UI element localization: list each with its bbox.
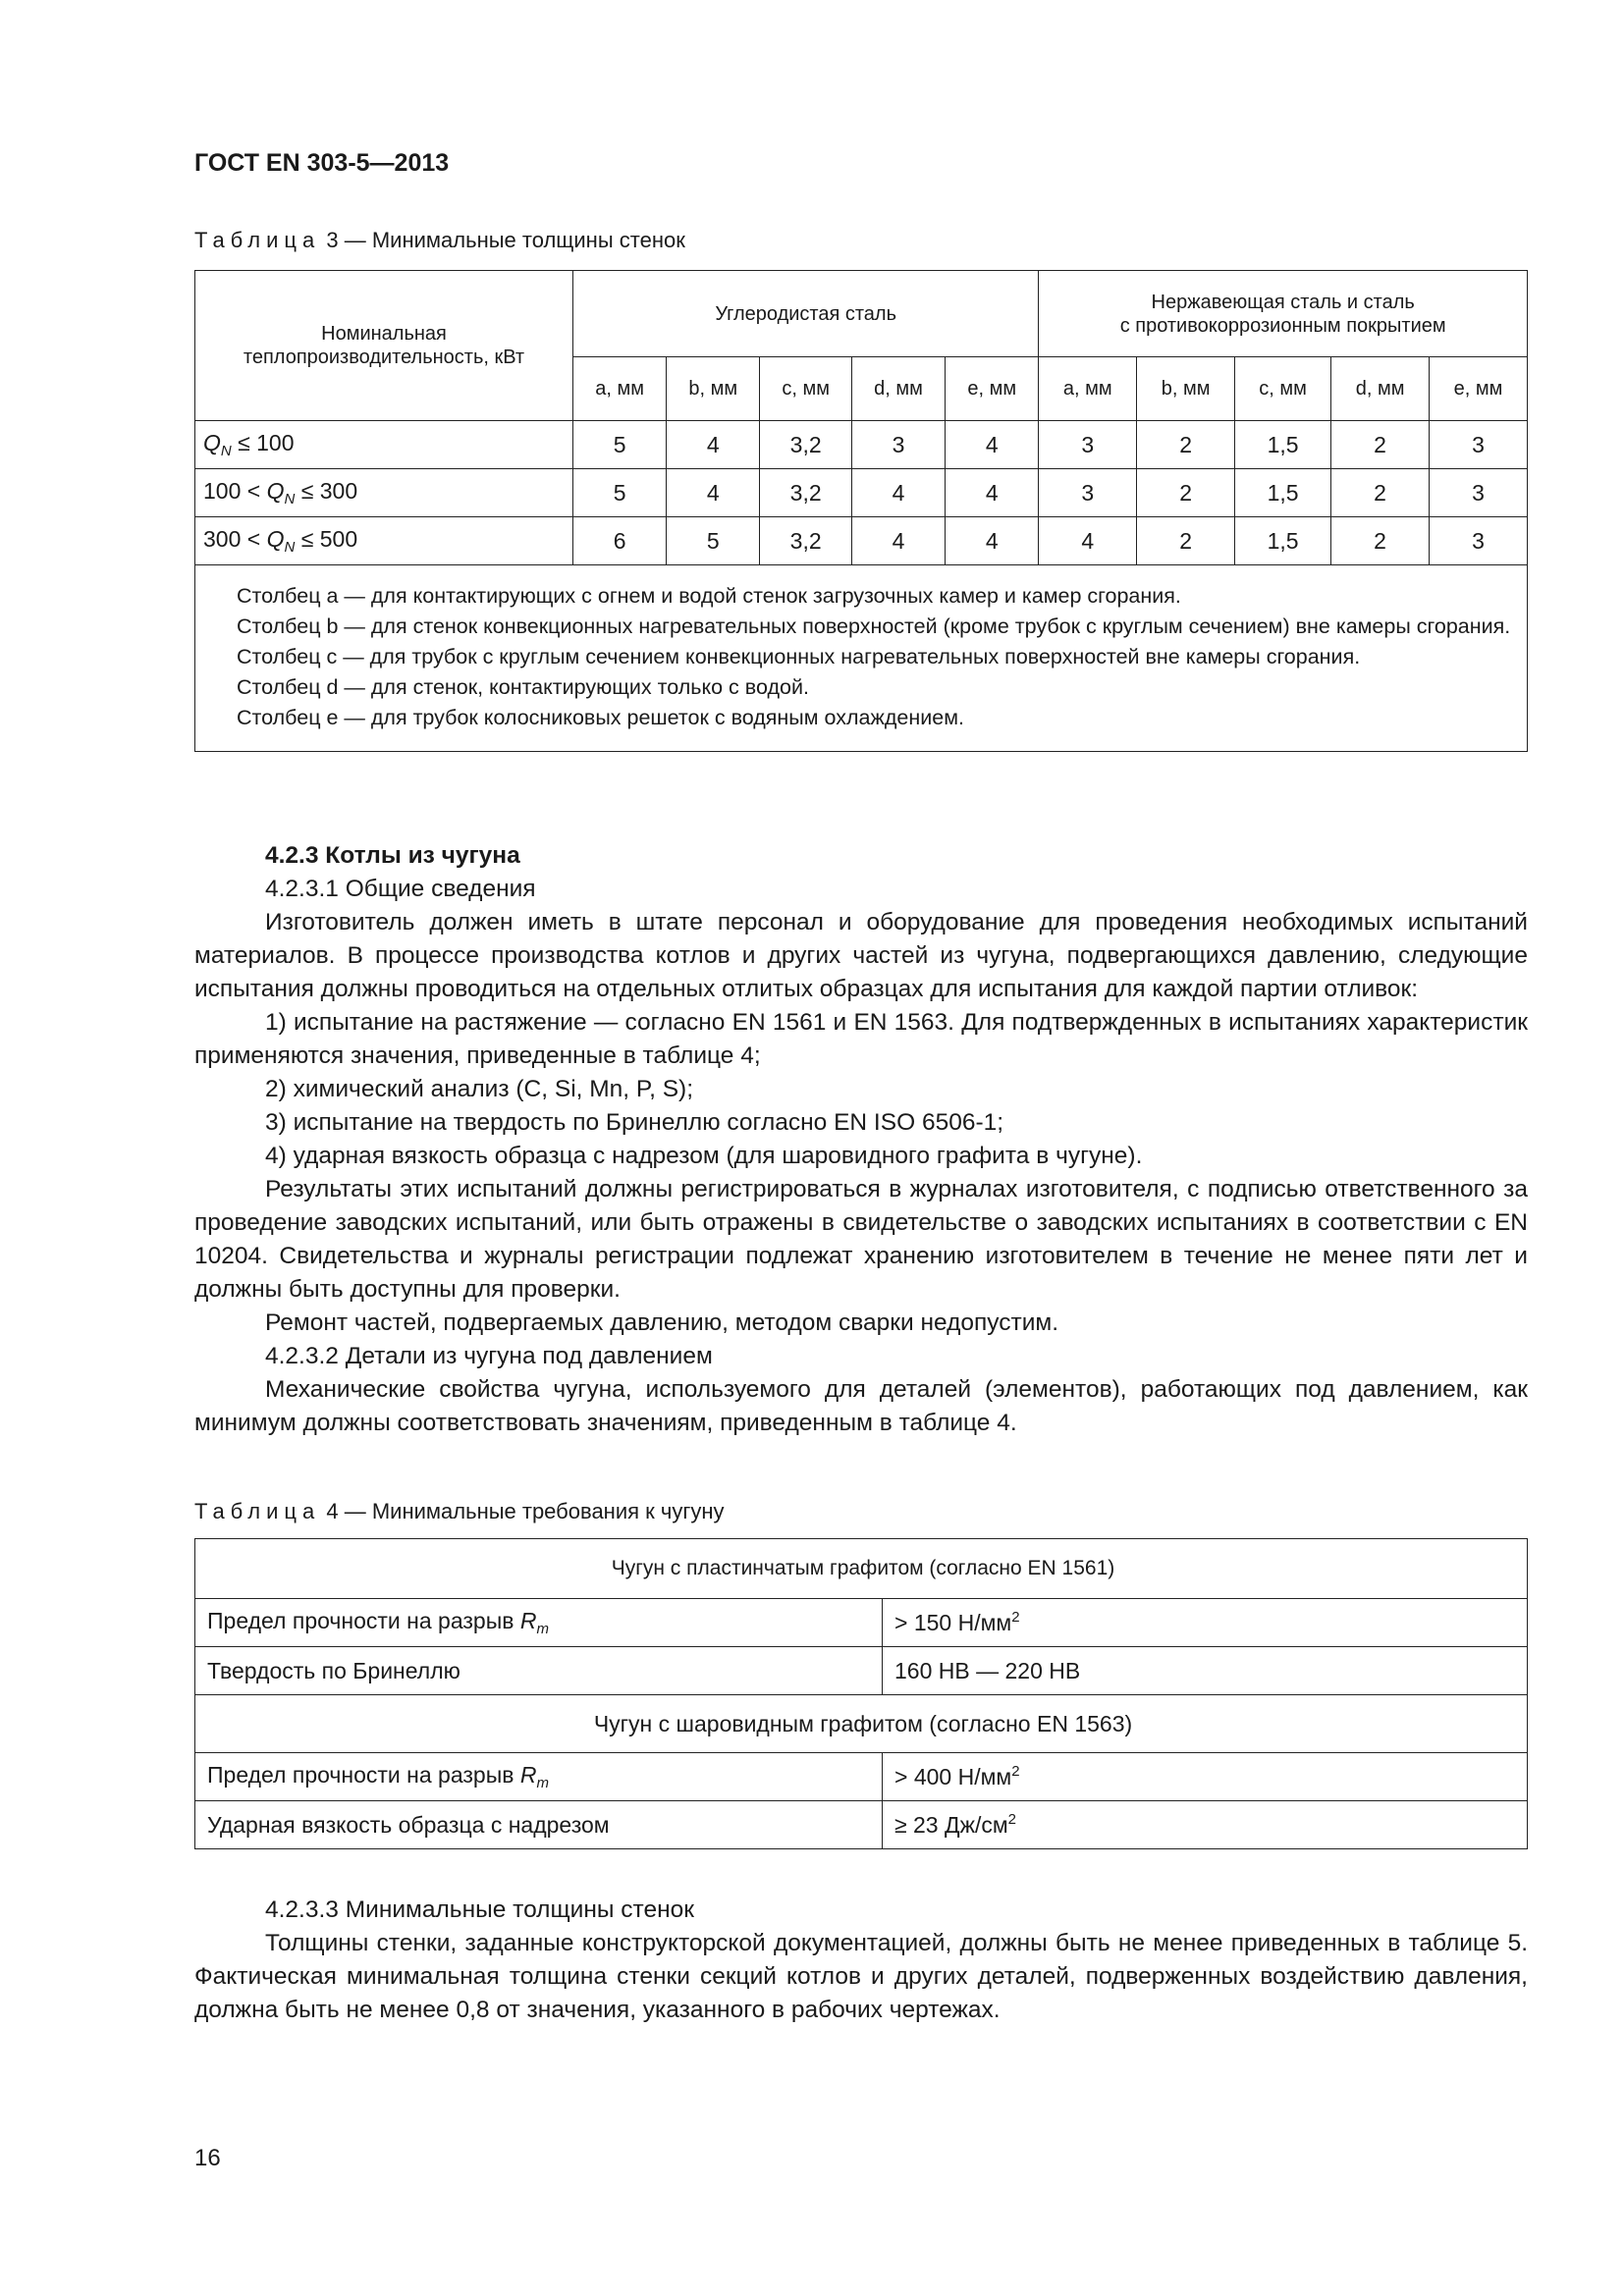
section-4-2-3-3: [194, 1894, 1528, 2027]
group-spheroidal-graphite: Чугун с шаровидным графитом (согласно EN 1563): [195, 1695, 1528, 1753]
caption-rest: 3 — Минимальные толщины стенок: [326, 228, 685, 252]
unit-header-cell: d, мм: [1331, 357, 1430, 421]
table-row: [195, 469, 1528, 517]
brinell-hardness-label: Твердость по Бринеллю: [195, 1647, 883, 1695]
subsection-4-2-3-3: 4.2.3.3 Минимальные толщины стенок: [265, 1896, 694, 1923]
note-column-a: Столбец a — для контактирующих с огнем и водой стенок загрузочных камер и камер сгорания.: [237, 584, 1181, 608]
thickness-value-cell: 2: [1331, 421, 1430, 469]
thickness-value-cell: 2: [1331, 517, 1430, 565]
subsection-4-2-3-2: 4.2.3.2 Детали из чугуна под давлением: [265, 1343, 713, 1369]
paragraph-2: Результаты этих испытаний должны регистрироваться в журналах изготовителя, с подписью ответственного за проведение заводских испытаний, или быть отражены в свидетельстве о заводских испытаниях в соответствии с EN 10204. Свидетельства и журналы регистрации подлежат хранению изготовителем в течение не менее пяти лет и должны быть доступны для проверки.: [194, 1176, 1528, 1303]
note-column-c: Столбец c — для трубок с круглым сечением конвекционных нагревательных поверхностей вне камеры сгорания.: [237, 645, 1361, 668]
tensile-strength-value: > 150 $Н/мм^2$: [883, 1599, 1528, 1647]
thickness-value-cell: 3: [1039, 421, 1137, 469]
table-row: [195, 1647, 1528, 1695]
capacity-range-cell: $100 < Q_N \le 300$: [195, 469, 573, 517]
unit-header-cell: c, мм: [760, 357, 852, 421]
note-column-d: Столбец d — для стенок, контактирующих только с водой.: [237, 675, 809, 699]
table-3-notes: [195, 565, 1528, 752]
thickness-value-cell: 4: [851, 469, 945, 517]
table-3-caption: [194, 228, 685, 253]
header-nominal-capacity: Номинальная теплопроизводительность, кВт: [195, 271, 573, 421]
list-item-4: 4) ударная вязкость образца с надрезом (для шаровидного графита в чугуне).: [265, 1143, 1143, 1169]
caption-rest: 4 — Минимальные требования к чугуну: [326, 1499, 725, 1523]
header-stainless-line1: Нержавеющая сталь и сталь: [1151, 291, 1415, 313]
header-stainless-line2: с противокоррозионным покрытием: [1119, 314, 1446, 337]
unit-header-cell: e, мм: [946, 357, 1039, 421]
unit-header-cell: b, мм: [667, 357, 760, 421]
group-lamellar-graphite: Чугун с пластинчатым графитом (согласно EN 1561): [195, 1539, 1528, 1599]
paragraph-4: Механические свойства чугуна, используемого для деталей (элементов), работающих под давлением, как минимум должны соответствовать значениям, приведенным в таблице 4.: [194, 1376, 1528, 1436]
unit-header-cell: c, мм: [1235, 357, 1331, 421]
thickness-value-cell: 4: [1039, 517, 1137, 565]
thickness-value-cell: 3: [851, 421, 945, 469]
section-4-2-3: [194, 839, 1528, 1440]
table-row: [195, 517, 1528, 565]
list-item-1: 1) испытание на растяжение — согласно EN 1561 и EN 1563. Для подтвержденных в испытаниях характеристик применяются значения, приведенные в таблице 4;: [194, 1009, 1528, 1069]
section-heading: 4.2.3 Котлы из чугуна: [265, 842, 520, 869]
unit-header-cell: b, мм: [1137, 357, 1235, 421]
thickness-value-cell: 4: [667, 421, 760, 469]
thickness-value-cell: 3,2: [760, 517, 852, 565]
table-row: [195, 1753, 1528, 1801]
thickness-value-cell: 3,2: [760, 469, 852, 517]
thickness-value-cell: 4: [946, 469, 1039, 517]
thickness-value-cell: 5: [573, 469, 667, 517]
paragraph-1: Изготовитель должен иметь в штате персонал и оборудование для проведения необходимых испытаний материалов. В процессе производства котлов и других частей из чугуна, подвергающихся давлению, следующие испытания должны проводиться на отдельных отлитых образцах для испытания для каждой партии отливок:: [194, 909, 1528, 1002]
table-4-caption: [194, 1499, 725, 1524]
capacity-range-cell: $300 < Q_N \le 500$: [195, 517, 573, 565]
tensile-strength-label: Предел прочности на разрыв $R_m$: [195, 1599, 883, 1647]
thickness-value-cell: 5: [667, 517, 760, 565]
table-3: [194, 270, 1528, 752]
table-row: [195, 1599, 1528, 1647]
standard-code: ГОСТ EN 303-5—2013: [194, 149, 450, 177]
caption-word: Таблица: [194, 228, 321, 252]
thickness-value-cell: 5: [573, 421, 667, 469]
thickness-value-cell: 6: [573, 517, 667, 565]
table-4: [194, 1538, 1528, 1849]
brinell-hardness-value: 160 HB — 220 HB: [883, 1647, 1528, 1695]
thickness-value-cell: 1,5: [1235, 421, 1331, 469]
page-number: 16: [194, 2145, 221, 2171]
note-column-e: Столбец e — для трубок колосниковых решеток с водяным охлаждением.: [237, 706, 964, 729]
thickness-value-cell: 2: [1137, 517, 1235, 565]
unit-header-cell: a, мм: [1039, 357, 1137, 421]
header-stainless-steel: [1039, 271, 1528, 357]
thickness-value-cell: 4: [851, 517, 945, 565]
thickness-value-cell: 4: [946, 421, 1039, 469]
thickness-value-cell: 3,2: [760, 421, 852, 469]
thickness-value-cell: 1,5: [1235, 517, 1331, 565]
unit-header-cell: a, мм: [573, 357, 667, 421]
thickness-value-cell: 2: [1331, 469, 1430, 517]
subsection-4-2-3-1: 4.2.3.1 Общие сведения: [265, 876, 536, 902]
notch-toughness-label: Ударная вязкость образца с надрезом: [195, 1801, 883, 1849]
thickness-value-cell: 3: [1430, 517, 1528, 565]
thickness-value-cell: 1,5: [1235, 469, 1331, 517]
paragraph-5: Толщины стенки, заданные конструкторской документацией, должны быть не менее приведенных в таблице 5. Фактическая минимальная толщина стенки секций котлов и других деталей, подверженных воздействию давления, должна быть не менее 0,8 от значения, указанного в рабочих чертежах.: [194, 1930, 1528, 2023]
tensile-strength-label: Предел прочности на разрыв $R_m$: [195, 1753, 883, 1801]
thickness-value-cell: 4: [946, 517, 1039, 565]
thickness-value-cell: 3: [1430, 421, 1528, 469]
header-carbon-steel: Углеродистая сталь: [573, 271, 1039, 357]
tensile-strength-value: > 400 $Н/мм^2$: [883, 1753, 1528, 1801]
thickness-value-cell: 4: [667, 469, 760, 517]
capacity-range-cell: $Q_N \le 100$: [195, 421, 573, 469]
unit-header-cell: e, мм: [1430, 357, 1528, 421]
thickness-value-cell: 2: [1137, 469, 1235, 517]
notch-toughness-value: ≥ 23 $Дж/см^2$: [883, 1801, 1528, 1849]
thickness-value-cell: 2: [1137, 421, 1235, 469]
table-row: [195, 1801, 1528, 1849]
note-column-b: Столбец b — для стенок конвекционных нагревательных поверхностей (кроме трубок с круглым сечением) вне камеры сгорания.: [237, 614, 1511, 638]
thickness-value-cell: 3: [1039, 469, 1137, 517]
caption-word: Таблица: [194, 1499, 321, 1523]
list-item-3: 3) испытание на твердость по Бринеллю согласно EN ISO 6506-1;: [265, 1109, 1004, 1136]
list-item-2: 2) химический анализ (C, Si, Mn, P, S);: [265, 1076, 694, 1102]
unit-header-cell: d, мм: [851, 357, 945, 421]
thickness-value-cell: 3: [1430, 469, 1528, 517]
table-row: [195, 421, 1528, 469]
paragraph-3: Ремонт частей, подвергаемых давлению, методом сварки недопустим.: [265, 1309, 1059, 1336]
